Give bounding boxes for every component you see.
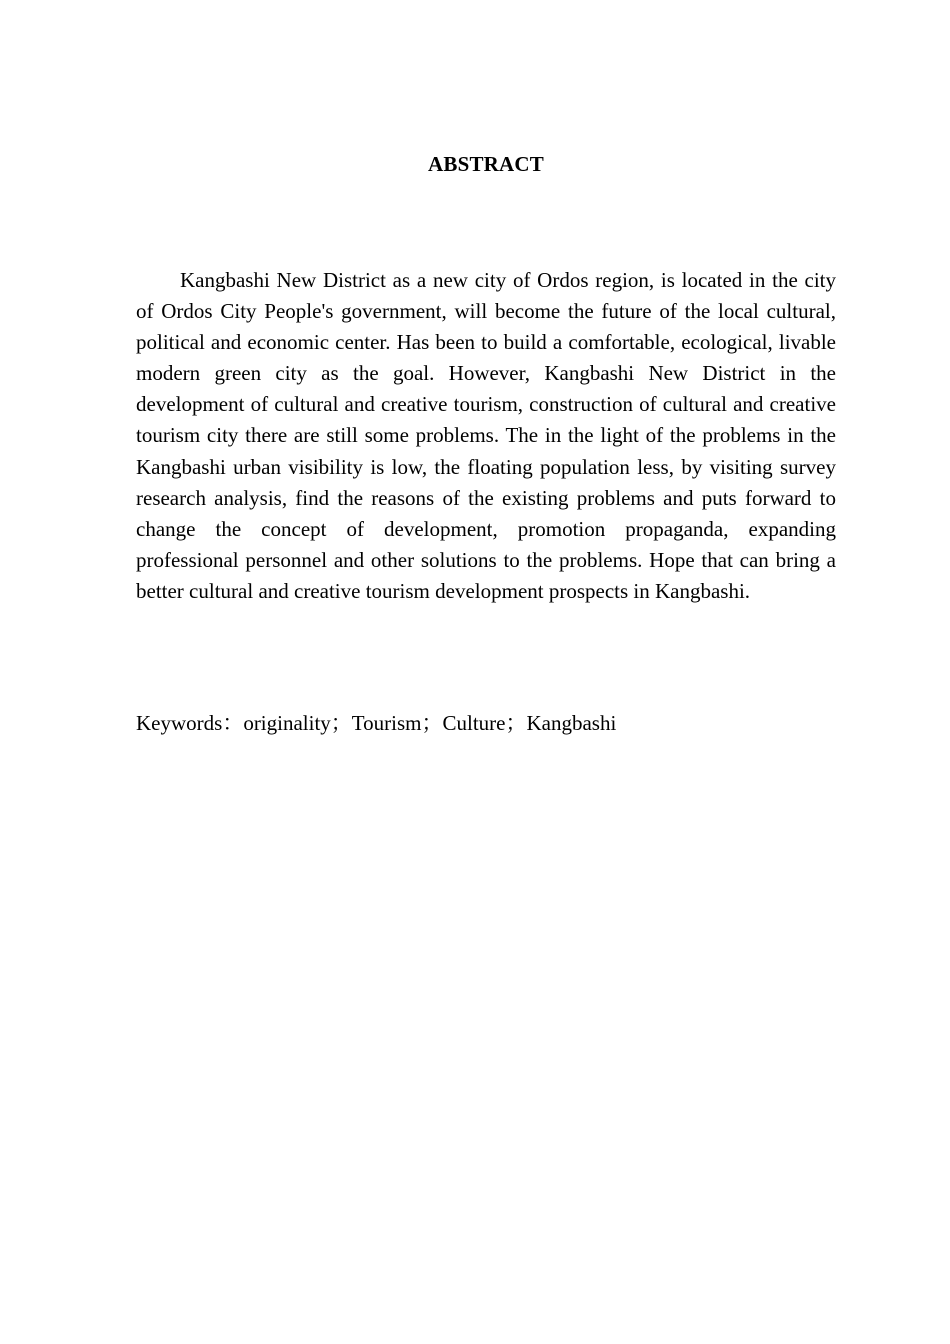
- abstract-heading: ABSTRACT: [428, 152, 544, 176]
- abstract-paragraph: Kangbashi New District as a new city of Ordos region, is located in the city of Ordos City People's government, will become the future of the local cultural, political and economic center. Has been to build a comfortable, ecological, livable modern green city as the goal. However, Kangbashi New District in the development of cultural and creative tourism, construction of cultural and creative tourism city there are still some problems. The in the light of the problems in the Kangbashi urban visibility is low, the floating population less, by visiting survey research analysis, find the reasons of the existing problems and puts forward to change the concept of development, promotion propaganda, expanding professional personnel and other solutions to the problems. Hope that can bring a better cultural and creative tourism development prospects in Kangbashi.: [136, 268, 836, 603]
- keywords-line: Keywords：originality；Tourism；Culture；Kangbashi: [136, 711, 617, 735]
